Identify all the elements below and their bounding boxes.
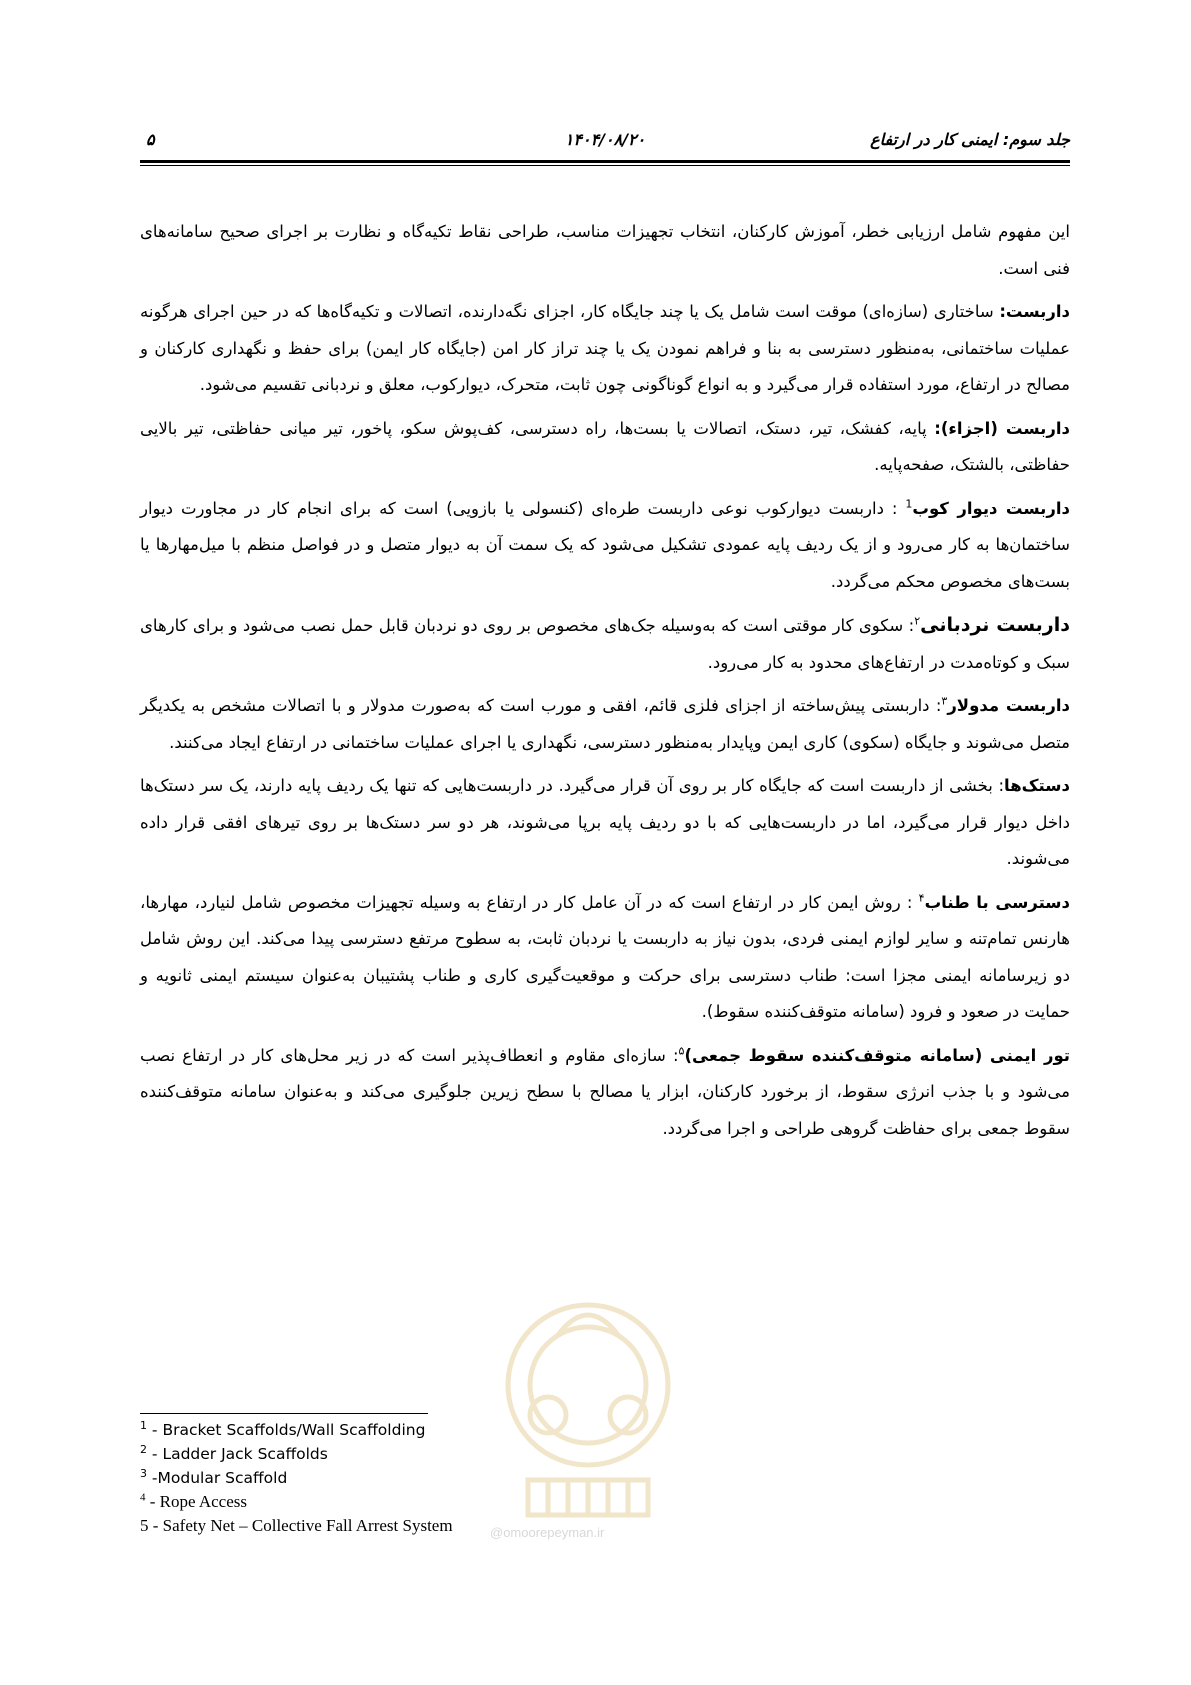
header-rule-thin	[140, 165, 1070, 166]
definition-wall-scaffold	[140, 491, 1070, 601]
header-date: ۱۴۰۴/۰۸/۲۰	[564, 130, 646, 149]
definition-term: داربست (اجزاء):	[934, 418, 1070, 438]
definition-text: : روش ایمن کار در ارتفاع است که در آن عامل کار در ارتفاع به وسیله تجهیزات مخصوص شامل لنیارد، مهارها، هارنس تمام‌تنه و سایر لوازم ایمنی فردی، بدون نیاز به داربست یا نردبان ثابت، به سطوح مرتفع دسترسی پیدا می‌کند. این روش شامل دو زیرسامانه ایمنی مجزا است: طناب دسترسی برای حرکت و موقعیت‌گیری کاری و طناب پشتیبان به‌عنوان سیستم ایمنی ثانویه و حمایت در صعود و فرود (سامانه متوقف‌کننده سقوط).	[140, 892, 1070, 1021]
footnote-ref[interactable]: ۳	[941, 694, 948, 708]
footnote-number: 1	[140, 1418, 147, 1432]
definition-ladder-scaffold	[140, 607, 1070, 681]
footnote-number: 2	[140, 1442, 147, 1456]
definition-text: : داربست دیوارکوب نوعی داربست طره‌ای (کنسولی یا بازویی) است که برای انجام کار در مجاورت دیوار ساختمان‌ها به کار می‌رود و از یک ردیف پایه عمودی تشکیل می‌شود که یک سمت آن به دیوار متصل و در فواصل منظم با میل‌مهارها یا بست‌های مخصوص محکم می‌گردد.	[140, 498, 1070, 591]
definition-term: تور ایمنی (سامانه متوقف‌کننده سقوط جمعی)	[684, 1045, 1070, 1065]
footnote-number: 4	[140, 1491, 146, 1504]
definition-text: : سکوی کار موقتی است که به‌وسیله جک‌های مخصوص بر روی دو نردبان قابل حمل نصب می‌شود و برای کارهای سبک و کوتاه‌مدت در ارتفاع‌های محدود به کار می‌رود.	[140, 616, 1070, 672]
paragraph-intro	[140, 214, 1070, 287]
footnote-2	[140, 1442, 740, 1466]
footnote-text: - Safety Net – Collective Fall Arrest System	[148, 1516, 453, 1535]
running-header	[140, 130, 1070, 154]
page-number: ۵	[146, 130, 155, 149]
definition-safety-net	[140, 1038, 1070, 1148]
definition-text: : داربستی پیش‌ساخته از اجزای فلزی قائم، افقی و مورب است که به‌صورت مدولار و با اتصالات مشخص به یکدیگر متصل می‌شوند و جایگاه (سکوی) کاری ایمن وپایدار به‌منظور دسترسی، نگهداری یا اجرای عملیات ساختمانی در ارتفاع ایجاد می‌کنند.	[140, 696, 1070, 752]
footnote-ref[interactable]: 1	[905, 497, 913, 510]
definition-putlogs	[140, 768, 1070, 878]
footnote-ref[interactable]: ۴	[918, 891, 925, 904]
definition-text: پایه، کفشک، تیر، دستک، اتصالات یا بست‌ها، راه دسترسی، کف‌پوش سکو، پاخور، تیر میانی حفاظتی، تیر بالایی حفاظتی، بالشتک، صفحه‌پایه.	[140, 418, 1070, 474]
footnote-ref[interactable]: ۲	[914, 614, 921, 628]
footnote-separator	[140, 1413, 428, 1414]
footnote-4	[140, 1490, 740, 1514]
footnote-1	[140, 1418, 740, 1442]
definition-modular-scaffold	[140, 688, 1070, 761]
footnote-number: 5	[140, 1516, 149, 1535]
definition-term: داربست مدولار	[947, 696, 1070, 715]
body-text	[140, 214, 1070, 1154]
footnote-number: 3	[140, 1466, 147, 1480]
footnote-5	[140, 1514, 740, 1538]
definition-term: دسترسی با طناب	[924, 892, 1070, 912]
footnote-3	[140, 1466, 740, 1490]
definition-scaffold	[140, 294, 1070, 404]
definition-term: دستک‌ها	[1004, 776, 1070, 795]
footnote-text: - Ladder Jack Scaffolds	[147, 1445, 328, 1463]
definition-term: داربست دیوار کوب	[912, 498, 1070, 518]
definition-text: ساختاری (سازه‌ای) موقت است شامل یک یا چند جایگاه کار، اجزای نگه‌دارنده، اتصالات و تکیه‌گاه‌ها که در حین اجرای هرگونه عملیات ساختمانی، به‌منظور دسترسی به بنا و فراهم نمودن یک یا چند تراز کار امن (جایگاه کار ایمن) برای حفظ و نگهداری کارکنان و مصالح در ارتفاع، مورد استفاده قرار می‌گیرد و به انواع گوناگونی چون ثابت، متحرک، دیوارکوب، معلق و نردبانی تقسیم می‌شود.	[140, 302, 1070, 394]
footnote-text: -Modular Scaffold	[147, 1469, 288, 1487]
header-title: جلد سوم: ایمنی کار در ارتفاع	[870, 130, 1070, 149]
definition-text: : سازه‌ای مقاوم و انعطاف‌پذیر است که در زیر محل‌های کار در ارتفاع نصب می‌شود و با جذب انرژی سقوط، از برخورد کارکنان، ابزار یا مصالح با سطح زیرین جلوگیری می‌کند و به‌عنوان سامانه متوقف‌کننده سقوط جمعی برای حفاظت گروهی طراحی و اجرا می‌گردد.	[140, 1045, 1070, 1138]
footnotes	[140, 1418, 740, 1538]
definition-text: : بخشی از داربست است که جایگاه کار بر روی آن قرار می‌گیرد. در داربست‌هایی که تنها یک ردیف پایه دارند، یک سر دستک‌ها داخل دیوار قرار می‌گیرد، اما در داربست‌هایی که با دو ردیف پایه برپا می‌شوند، هر دو سر دستک‌ها بر روی تیرهای افقی قرار داده می‌شوند.	[140, 776, 1070, 868]
definition-term: داربست:	[999, 302, 1070, 321]
definition-rope-access	[140, 885, 1070, 1031]
paragraph-text: این مفهوم شامل ارزیابی خطر، آموزش کارکنان، انتخاب تجهیزات مناسب، طراحی نقاط تکیه‌گاه و نظارت بر اجرای صحیح سامانه‌های فنی است.	[140, 222, 1070, 278]
footnote-text: - Bracket Scaffolds/Wall Scaffolding	[147, 1421, 426, 1439]
footnote-text: - Rope Access	[145, 1492, 248, 1511]
footnote-ref[interactable]: ۵	[678, 1044, 685, 1057]
definition-term: داربست نردبانی	[920, 614, 1071, 636]
header-rule-thick	[140, 160, 1070, 163]
definition-scaffold-components	[140, 411, 1070, 484]
watermark-text: @omoorepeyman.ir	[490, 1525, 605, 1540]
